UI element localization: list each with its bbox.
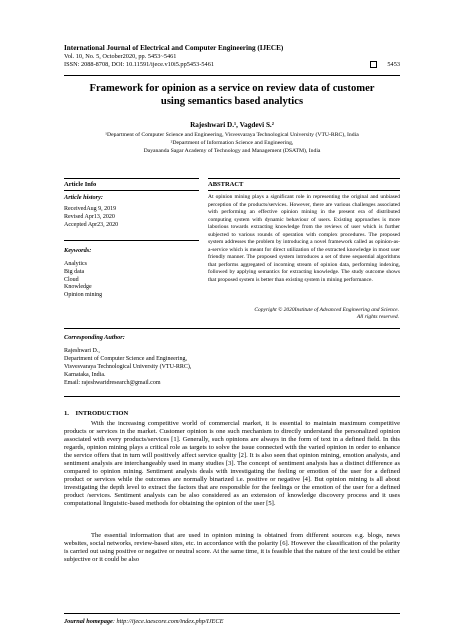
journal-homepage-label: Journal homepage [64,618,113,625]
keywords-list [64,261,102,300]
affiliation-1: ¹Department of Computer Science and Engineering, Visvesvaraya Technological University (VTU-RRC), India [105,132,359,138]
journal-homepage-url[interactable]: : http://ijece.iaescore.com/index.php/IJECE [112,618,224,625]
corresponding-univ: Visvesvaraya Technological University (VTU-RRC), [64,363,192,370]
square-icon [370,61,377,68]
corresponding-location: Karnataka, India. [64,371,106,378]
affiliation-2: ²Department of Information Science and Engineering, [170,140,294,146]
footer-rule [64,613,400,614]
abstract-heading-rule [208,190,400,191]
corresponding-details [64,348,191,388]
affiliation-3: Dayananda Sagar Academy of Technology and Management (DSATM), India [143,148,321,154]
page-number-block [370,61,400,68]
journal-homepage [64,618,223,625]
corresponding-top-rule [64,328,400,329]
introduction-paragraph-1: With the increasing competitive world of commercial market, it is essential to maintain maximum competitive products or services in the market. Customer opinion is one such mechanism to directly understand the personalized opinion associated with every products/services [1]. Generally, such opinions are always in the form of text in a defined field. In this regards, opinion mining plays a critical role as targets to solve the issue connected with the varied opinion in order to enhance the service offers that in turn will positively affect service quality [2]. It is also seen that opinion mining, emotion analysis, and sentiment analysis are interchangeably used in many studies [3]. The concept of sentiment analysis has a distinct difference as compared to opinion mining. Sentiment analysis deals with investigating the feeling or emotion of the user for a defined product or services while the outcomes are normally binarized i.e. positive or negative [4]. But opinion mining is all about investigating the depth level to extract the factors that are responsible for the feelings or the emotion of the user for a defined product /services. Sentiment analysis can be also considered as an extension of knowledge discovery process and it uses computational linguistic-based methods for obtaining the opinion of the user [5]. [64,420,400,507]
article-info-heading: Article Info [64,181,97,188]
journal-volume: Vol. 10, No. 5, October2020, pp. 5453~5461 [64,53,177,60]
info-heading-rule [64,190,199,191]
history-rule [64,240,199,241]
corresponding-heading: Corresponding Author: [64,334,125,341]
article-history-heading: Article history: [64,194,104,201]
authors: Rajeshwari D.¹, Vagdevi S.² [190,121,274,129]
keywords-heading: Keywords: [64,247,92,254]
header-rule [64,75,400,76]
keyword: Opinion mining [64,292,103,299]
corresponding-email: Email: rajeshwaridresearch@gmail.com [64,379,161,386]
copyright-line-1: Copyright © 2020Institute of Advanced Engineering and Science. [254,307,399,313]
article-history-list [64,206,118,229]
page-number: 5453 [387,61,400,68]
corresponding-name: Rajeshwari D., [64,348,100,354]
paper-title-line-1: Framework for opinion as a service on review data of customer [89,83,375,94]
copyright-line-2: All rights reserved. [356,314,399,321]
abstract-text: At opinion mining plays a significant role in representing the original and unbiased perception of the products/services. However, there are various challenges associated with performing an effective opinion mining in the present era of distributed computing system with dynamic behaviour of users. Existing approaches is more laborious towards extracting knowledge from the reviews of user which is further subjected to various rounds of operation with complex procedures. The proposed system addresses the problem by introducing a novel framework called as opinion-as-a-service which is meant for direct utilization of the extracted knowledge in most user friendly manner. The proposed system introduces a set of three sequential algorithms that performs aggregated of incoming stream of opinion data, performing indexing, followed by applying semantics for extracting knowledge. The study outcome shows that proposed system is better than existing system in mining performance. [208,194,400,284]
keyword: Cloud [64,276,79,283]
keyword: Big data [64,268,85,275]
abstract-heading: ABSTRACT [208,181,244,188]
journal-name: International Journal of Electrical and Computer Engineering (IJECE) [64,44,284,52]
journal-issn-doi: ISSN: 2088-8708, DOI: 10.11591/ijece.v10i5.pp5453-5461 [64,61,215,68]
corresponding-bottom-rule [64,396,400,397]
abstract-top-rule [208,178,400,179]
keyword: Analytics [64,261,87,267]
paper-title [64,82,400,108]
info-top-rule [64,178,199,179]
paper-title-line-2: using semantics based analytics [160,96,304,107]
history-received: ReceivedAug 9, 2019 [64,206,117,212]
corresponding-dept: Department of Computer Science and Engineering, [64,355,187,362]
history-revised: Revised Apr13, 2020 [64,213,115,220]
section-heading-introduction: 1. INTRODUCTION [64,410,129,417]
introduction-paragraph-2: The essential information that are used in opinion mining is obtained from different sources e.g. blogs, news websites, social networks, review-based sites, etc. in accordance with the polarity [6]. However the classification of the polarity is carried out using positive or negative or neutral score. At the same time, it is feasible that the nature of the text could be either subjective or it could be also [64,532,400,563]
keyword: Knowledge [64,284,92,291]
history-accepted: Accepted Apr23, 2020 [64,221,119,228]
copyright [208,307,399,322]
